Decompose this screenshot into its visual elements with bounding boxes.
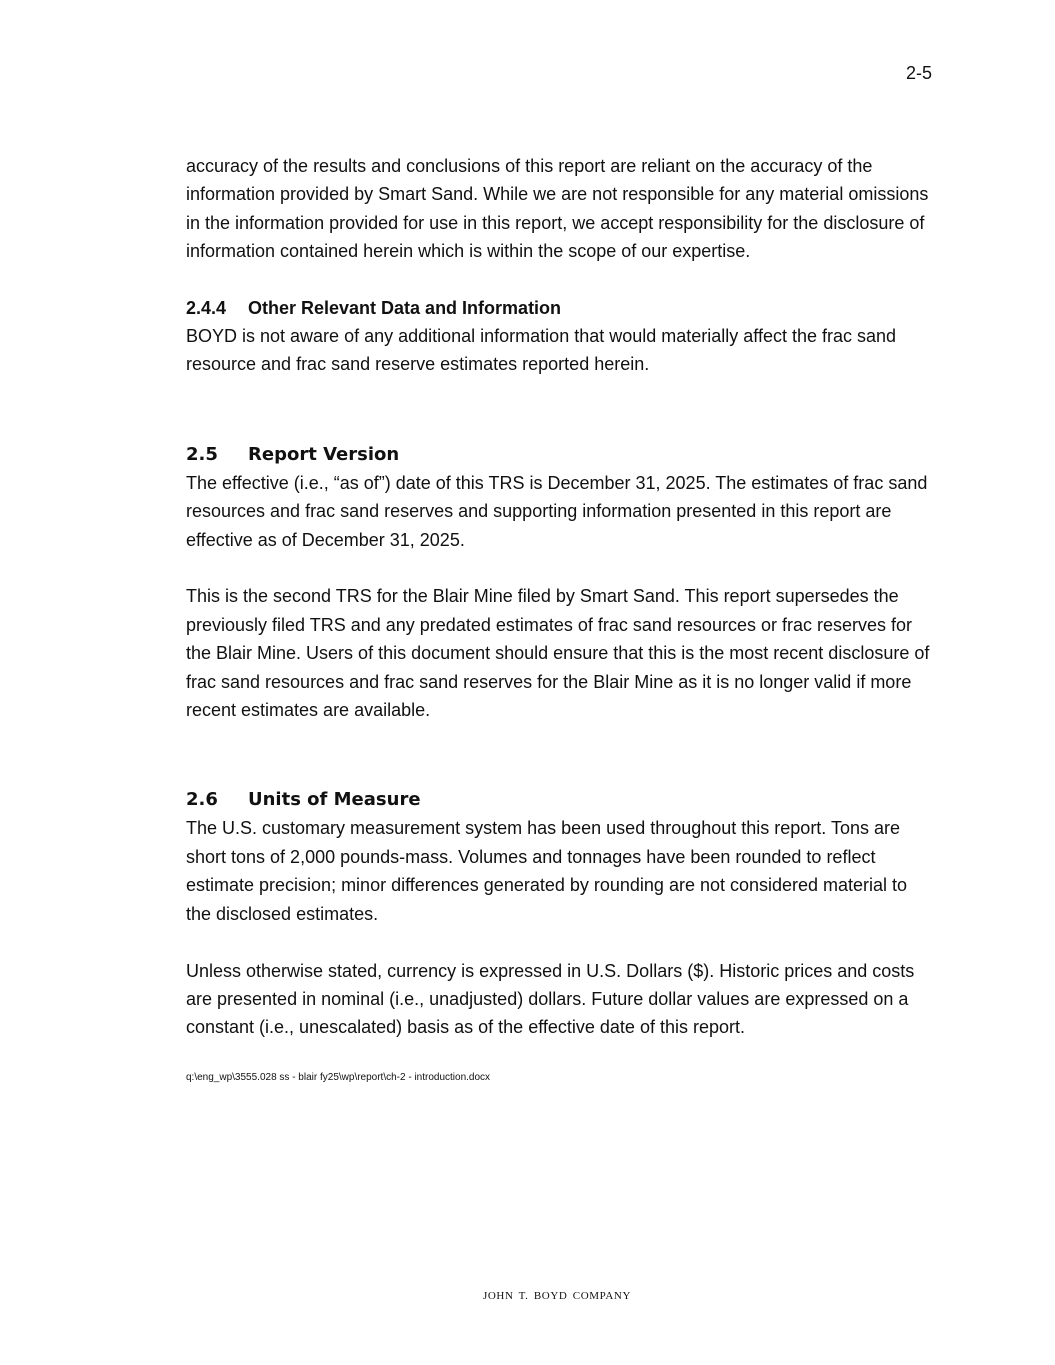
- document-body: [186, 152, 936, 1084]
- section-2-6-paragraph-1: The U.S. customary measurement system has been used throughout this report. Tons are short tons of 2,000 pounds-mass. Volumes and tonnages have been rounded to reflect estimate precision; minor differences generated by rounding are not considered material to the disclosed estimates.: [186, 818, 908, 924]
- section-number: 2.4.4: [186, 297, 227, 318]
- section-2-4-4-heading: [186, 294, 936, 322]
- section-2-4-4-paragraph: BOYD is not aware of any additional information that would materially affect the frac sand resource and frac sand reserve estimates reported herein.: [186, 326, 897, 375]
- file-path: q:\eng_wp\3555.028 ss - blair fy25\wp\report\ch-2 - introduction.docx: [186, 1071, 491, 1083]
- section-2-5-paragraph-1: The effective (i.e., “as of”) date of this TRS is December 31, 2025. The estimates of frac sand resources and frac sand reserves and supporting information presented in this report are effective as of December 31, 2025.: [186, 472, 928, 550]
- section-title: Other Relevant Data and Information: [248, 297, 562, 318]
- section-2-6-paragraph-2: Unless otherwise stated, currency is expressed in U.S. Dollars ($). Historic prices and costs are presented in nominal (i.e., unadjusted) dollars. Future dollar values are expressed on a constant (i.e., unescalated) basis as of the effective date of this report.: [186, 960, 915, 1038]
- section-2-5-heading: [186, 441, 936, 469]
- footer-company: JOHN T. BOYD COMPANY: [483, 1290, 631, 1302]
- section-title: Report Version: [248, 443, 400, 465]
- section-number: 2.5: [186, 443, 218, 465]
- section-2-5-paragraph-2: This is the second TRS for the Blair Mine filed by Smart Sand. This report supersedes the previously filed TRS and any predated estimates of frac sand resources or frac reserves for the Blair Mine. Users of this document should ensure that this is the most recent disclosure of frac sand resources and frac sand reserves for the Blair Mine as it is no longer valid if more recent estimates are available.: [186, 586, 930, 721]
- section-number: 2.6: [186, 789, 218, 811]
- intro-paragraph: accuracy of the results and conclusions of this report are reliant on the accuracy of the information provided by Smart Sand. While we are not responsible for any material omissions in the information provided for use in this report, we accept responsibility for the disclosure of information contained herein which is within the scope of our expertise.: [186, 156, 929, 262]
- section-title: Units of Measure: [248, 789, 421, 811]
- section-2-6-heading: [186, 786, 936, 814]
- page-number: 2-5: [905, 63, 932, 83]
